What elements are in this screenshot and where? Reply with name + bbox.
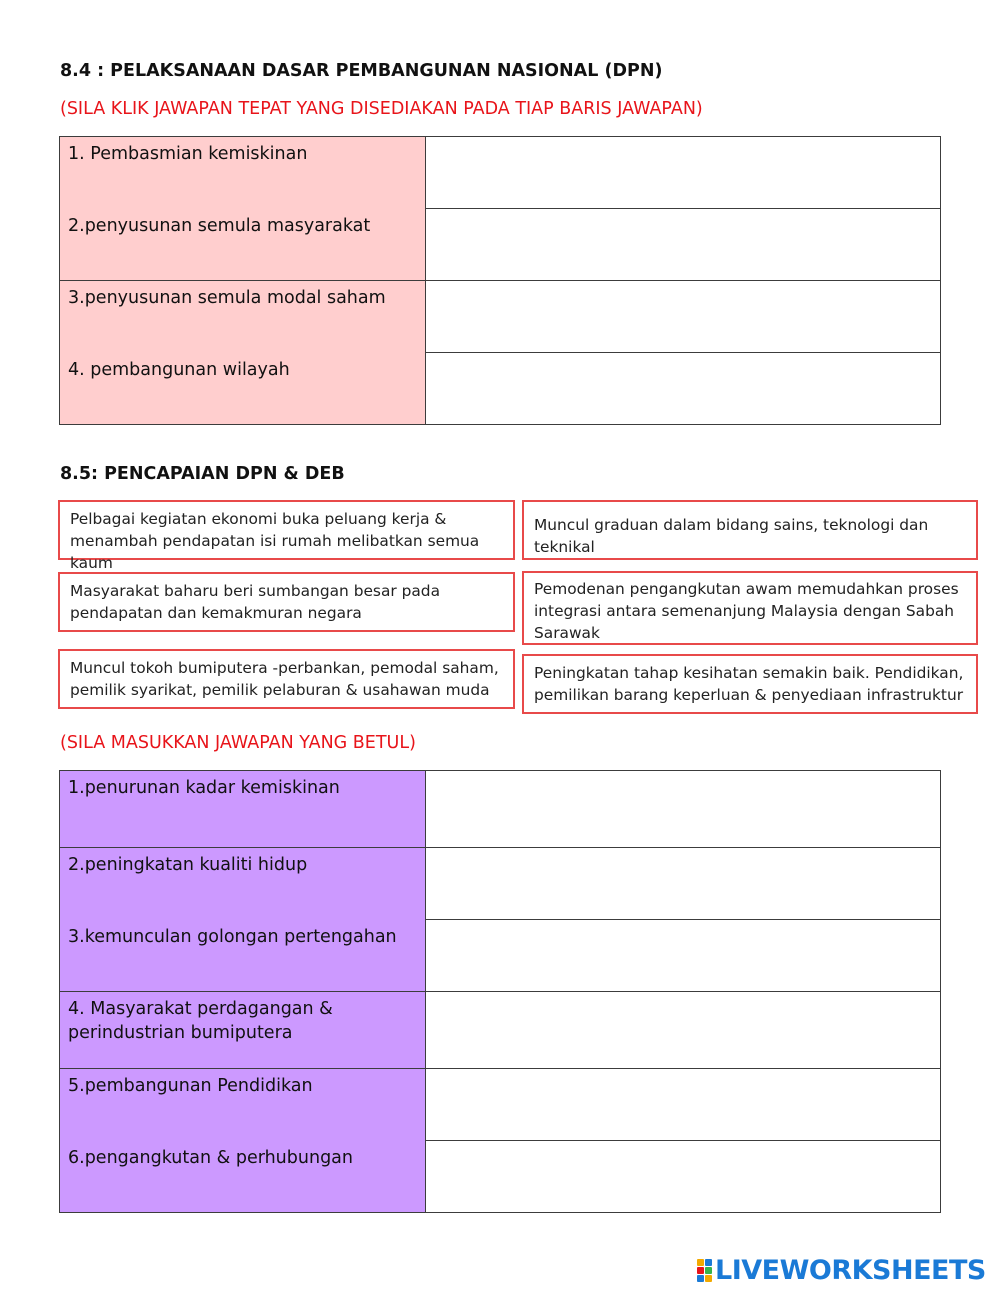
answer-drop-cell[interactable]: [426, 281, 941, 353]
answer-input-cell[interactable]: [426, 992, 941, 1069]
label-cell: 3.penyusunan semula modal saham 4. pembangunan wilayah: [60, 281, 426, 425]
logo-blocks-icon: [697, 1259, 712, 1282]
achievement-table: [59, 770, 941, 1213]
label-cell: 4. Masyarakat perdagangan & perindustrian bumiputera: [60, 992, 426, 1069]
logo-text: LIVEWORKSHEETS: [715, 1254, 986, 1286]
answer-option[interactable]: Pemodenan pengangkutan awam memudahkan proses integrasi antara semenanjung Malaysia dengan Sabah Sarawak: [522, 571, 978, 645]
section-8-5-title: 8.5: PENCAPAIAN DPN & DEB: [60, 464, 345, 484]
answer-input-cell[interactable]: [426, 920, 941, 992]
answer-option[interactable]: Peningkatan tahap kesihatan semakin baik. Pendidikan, pemilikan barang keperluan & penyediaan infrastruktur: [522, 654, 978, 714]
answer-option[interactable]: Muncul graduan dalam bidang sains, teknologi dan teknikal: [522, 500, 978, 560]
label-cell: 1. Pembasmian kemiskinan 2.penyusunan semula masyarakat: [60, 137, 426, 281]
section-8-4-instruction: (SILA KLIK JAWAPAN TEPAT YANG DISEDIAKAN PADA TIAP BARIS JAWAPAN): [60, 99, 703, 119]
answer-option[interactable]: Muncul tokoh bumiputera -perbankan, pemodal saham, pemilik syarikat, pemilik pelaburan & usahawan muda: [58, 649, 515, 709]
liveworksheets-logo: [697, 1255, 986, 1285]
answer-drop-cell[interactable]: [426, 353, 941, 425]
label-cell: 2.peningkatan kualiti hidup 3.kemunculan golongan pertengahan: [60, 848, 426, 992]
answer-drop-cell[interactable]: [426, 137, 941, 209]
dpn-implementation-table: [59, 136, 941, 425]
label-cell: 5.pembangunan Pendidikan 6.pengangkutan & perhubungan: [60, 1069, 426, 1213]
answer-option[interactable]: Masyarakat baharu beri sumbangan besar pada pendapatan dan kemakmuran negara: [58, 572, 515, 632]
section-8-4-title: 8.4 : PELAKSANAAN DASAR PEMBANGUNAN NASIONAL (DPN): [60, 61, 663, 81]
answer-input-cell[interactable]: [426, 771, 941, 848]
section-8-5-instruction: (SILA MASUKKAN JAWAPAN YANG BETUL): [60, 733, 416, 753]
answer-drop-cell[interactable]: [426, 209, 941, 281]
answer-option[interactable]: Pelbagai kegiatan ekonomi buka peluang kerja & menambah pendapatan isi rumah melibatkan semua kaum: [58, 500, 515, 560]
answer-input-cell[interactable]: [426, 848, 941, 920]
answer-input-cell[interactable]: [426, 1141, 941, 1213]
answer-input-cell[interactable]: [426, 1069, 941, 1141]
label-cell: 1.penurunan kadar kemiskinan: [60, 771, 426, 848]
